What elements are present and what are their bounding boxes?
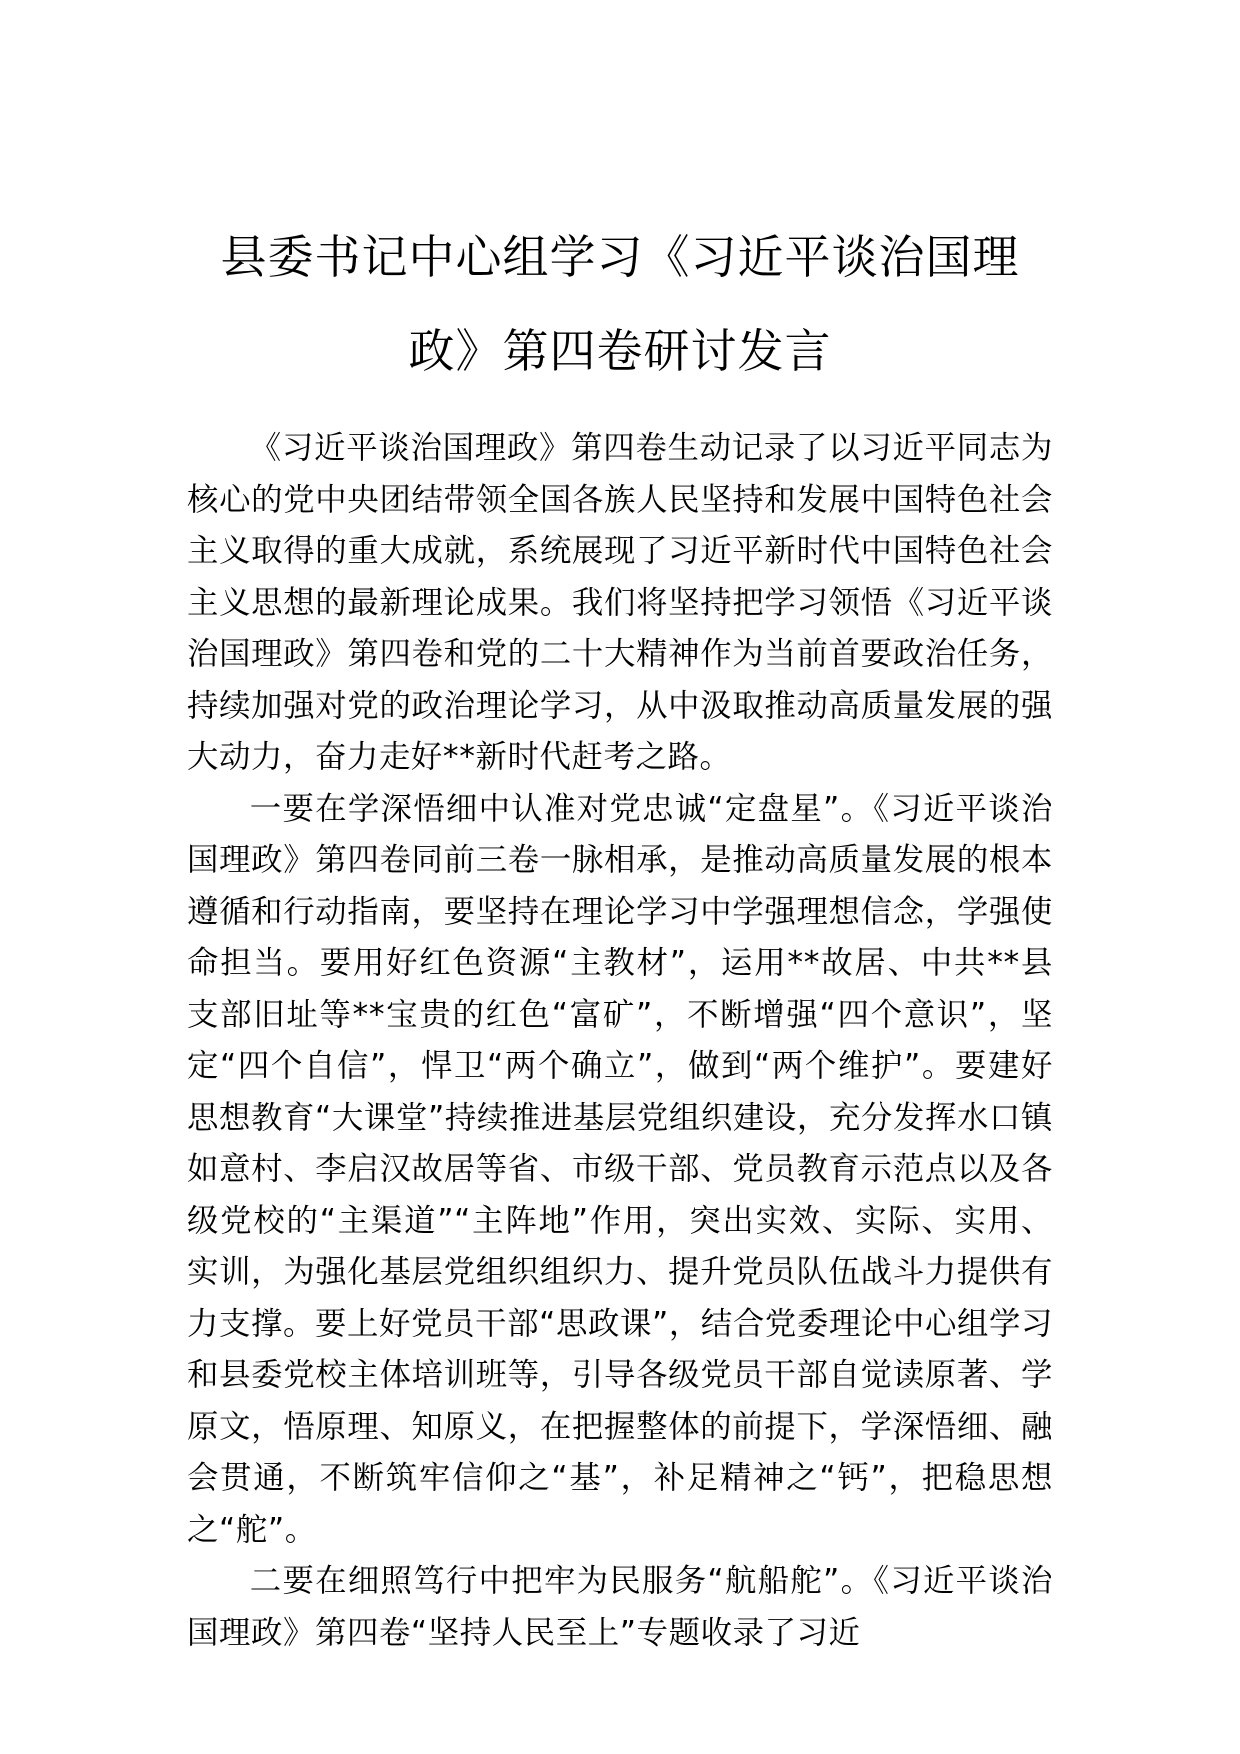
paragraph-point-one: 一要在学深悟细中认准对党忠诚“定盘星”。《习近平谈治国理政》第四卷同前三卷一脉相承，是推动高质量发展的根本遵循和行动指南，要坚持在理论学习中学强理想信念，学强使命担当。要用好红色资源“主教材”，运用**故居、中共**县支部旧址等**宝贵的红色“富矿”，不断增强“四个意识”，坚定“四个自信”，悍卫“两个确立”，做到“两个维护”。要建好思想教育“大课堂”持续推进基层党组织建设，充分发挥水口镇如意村、李启汉故居等省、市级干部、党员教育示范点以及各级党校的“主渠道”“主阵地”作用，突出实效、实际、实用、实训，为强化基层党组织组织力、提升党员队伍战斗力提供有力支撑。要上好党员干部“思政课”，结合党委理论中心组学习和县委党校主体培训班等，引导各级党员干部自觉读原著、学原文，悟原理、知原义，在把握整体的前提下，学深悟细、融会贯通，不断筑牢信仰之“基”，补足精神之“钙”，把稳思想之“舵”。	[187, 790, 1053, 1548]
title-line-2: 政》第四卷研讨发言	[408, 324, 832, 378]
paragraph-point-two: 二要在细照笃行中把牢为民服务“航船舵”。《习近平谈治国理政》第四卷“坚持人民至上”专题收录了习近	[187, 1563, 1053, 1651]
paragraph-intro: 《习近平谈治国理政》第四卷生动记录了以习近平同志为核心的党中央团结带领全国各族人民坚持和发展中国特色社会主义取得的重大成就，系统展现了习近平新时代中国特色社会主义思想的最新理论成果。我们将坚持把学习领悟《习近平谈治国理政》第四卷和党的二十大精神作为当前首要政治任务，持续加强对党的政治理论学习，从中汲取推动高质量发展的强大动力，奋力走好**新时代赶考之路。	[187, 430, 1053, 775]
document-body	[187, 423, 1053, 1659]
title-line-1: 县委书记中心组学习《习近平谈治国理	[220, 230, 1020, 284]
document-title	[200, 210, 1040, 398]
